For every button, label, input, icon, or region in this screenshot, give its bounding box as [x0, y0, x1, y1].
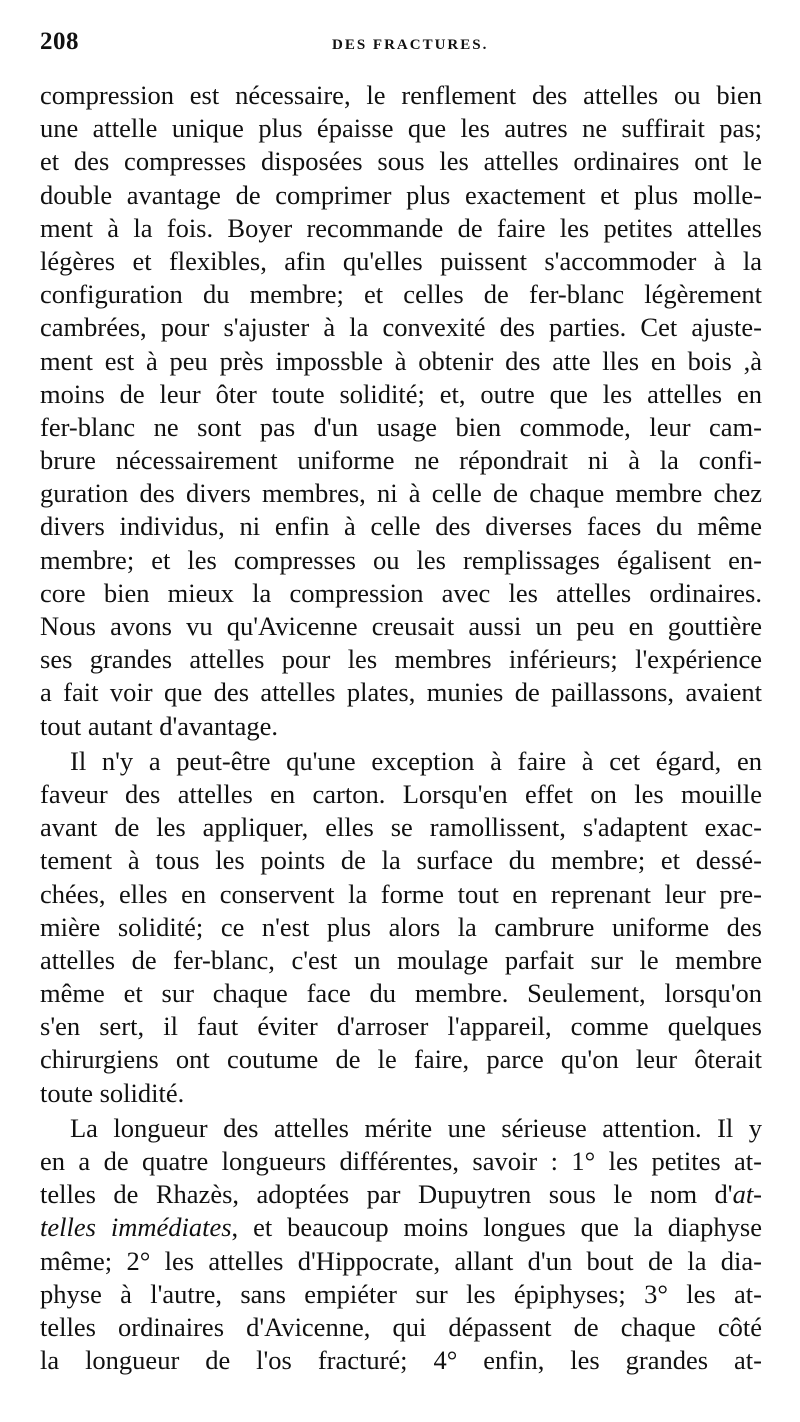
text-line-mixed — [40, 1178, 762, 1211]
text-line: toute solidité. — [40, 1077, 185, 1108]
text-line: une attelle unique plus épaisse que les autres ne suffirait pas; — [40, 113, 762, 144]
text-line: telles ordinaires d'Avicenne, qui dépassent de chaque côté — [40, 1311, 762, 1342]
paragraph-3 — [40, 1112, 762, 1378]
text-line: et des compresses disposées sous les attelles ordinaires ont le — [40, 146, 762, 177]
text-line: en a de quatre longueurs différentes, savoir : 1° les petites at- — [40, 1146, 762, 1176]
text-line: faveur des attelles en carton. Lorsqu'en effet on les mouille — [40, 778, 762, 809]
text-line: tout autant d'avantage. — [40, 710, 279, 741]
paragraph-1 — [40, 79, 762, 743]
text-line: guration des divers membres, ni à celle de chaque membre chez — [40, 478, 762, 509]
text-run: , et beaucoup moins longues que la diaphyse — [231, 1212, 763, 1243]
text-line: physe à l'autre, sans empiéter sur les épiphyses; 3° les at- — [40, 1278, 762, 1309]
italic-term: telles immédiates — [40, 1212, 232, 1243]
italic-term: at- — [732, 1179, 762, 1210]
text-line: chées, elles en conservent la forme tout en reprenant leur pre- — [40, 878, 762, 909]
text-line: même; 2° les attelles d'Hippocrate, allant d'un bout de la dia- — [40, 1245, 762, 1276]
text-line: Nous avons vu qu'Avicenne creusait aussi un peu en gouttière — [40, 611, 762, 641]
text-line: a fait voir que des attelles plates, munies de paillassons, avaient — [40, 677, 762, 708]
running-head: DES FRACTURES. — [332, 37, 489, 53]
text-line: légères et flexibles, afin qu'elles puissent s'accommoder à la — [40, 245, 762, 276]
text-line: divers individus, ni enfin à celle des diverses faces du même — [40, 511, 762, 542]
text-line: membre; et les compresses ou les remplissages égalisent en- — [40, 544, 762, 575]
text-line: mière solidité; ce n'est plus alors la cambrure uniforme des — [40, 911, 762, 942]
text-line: configuration du membre; et celles de fer-blanc légèrement — [40, 279, 762, 310]
text-line: fer-blanc ne sont pas d'un usage bien commode, leur cam- — [40, 411, 762, 442]
text-line: ses grandes attelles pour les membres inférieurs; l'expérience — [40, 644, 762, 675]
text-run: telles de Rhazès, adoptées par Dupuytren sous le nom d' — [40, 1179, 733, 1210]
text-line: ment à la fois. Boyer recommande de faire les petites attelles — [40, 212, 762, 243]
text-line: la longueur de l'os fracturé; 4° enfin, les grandes at- — [40, 1345, 762, 1376]
paragraph-2 — [40, 745, 762, 1110]
text-line: compression est nécessaire, le renflement des attelles ou bien — [40, 80, 762, 110]
text-line: attelles de fer-blanc, c'est un moulage parfait sur le membre — [40, 944, 762, 975]
body-text — [40, 79, 762, 1377]
text-line-mixed — [40, 1211, 762, 1244]
text-line: moins de leur ôter toute solidité; et, outre que les attelles en — [40, 378, 762, 409]
page-header — [40, 28, 760, 64]
text-line: brure nécessairement uniforme ne répondrait ni à la confi- — [40, 445, 762, 476]
text-line: double avantage de comprimer plus exactement et plus molle- — [40, 179, 762, 210]
text-line: Il n'y a peut-être qu'une exception à faire à cet égard, en — [70, 745, 762, 776]
page-number: 208 — [40, 28, 79, 55]
text-line: ment est à peu près impossble à obtenir des atte lles en bois ,à — [40, 345, 762, 376]
text-line: cambrées, pour s'ajuster à la convexité des parties. Cet ajuste- — [40, 312, 762, 343]
text-line: avant de les appliquer, elles se ramollissent, s'adaptent exac- — [40, 812, 762, 843]
text-line: core bien mieux la compression avec les attelles ordinaires. — [40, 577, 762, 608]
text-line: La longueur des attelles mérite une sérieuse attention. Il y — [70, 1112, 762, 1143]
text-line: tement à tous les points de la surface du membre; et dessé- — [40, 845, 762, 876]
text-line: même et sur chaque face du membre. Seulement, lorsqu'on — [40, 978, 762, 1009]
text-line: s'en sert, il faut éviter d'arroser l'appareil, comme quelques — [40, 1011, 762, 1042]
text-line: chirurgiens ont coutume de le faire, parce qu'on leur ôterait — [40, 1044, 762, 1075]
